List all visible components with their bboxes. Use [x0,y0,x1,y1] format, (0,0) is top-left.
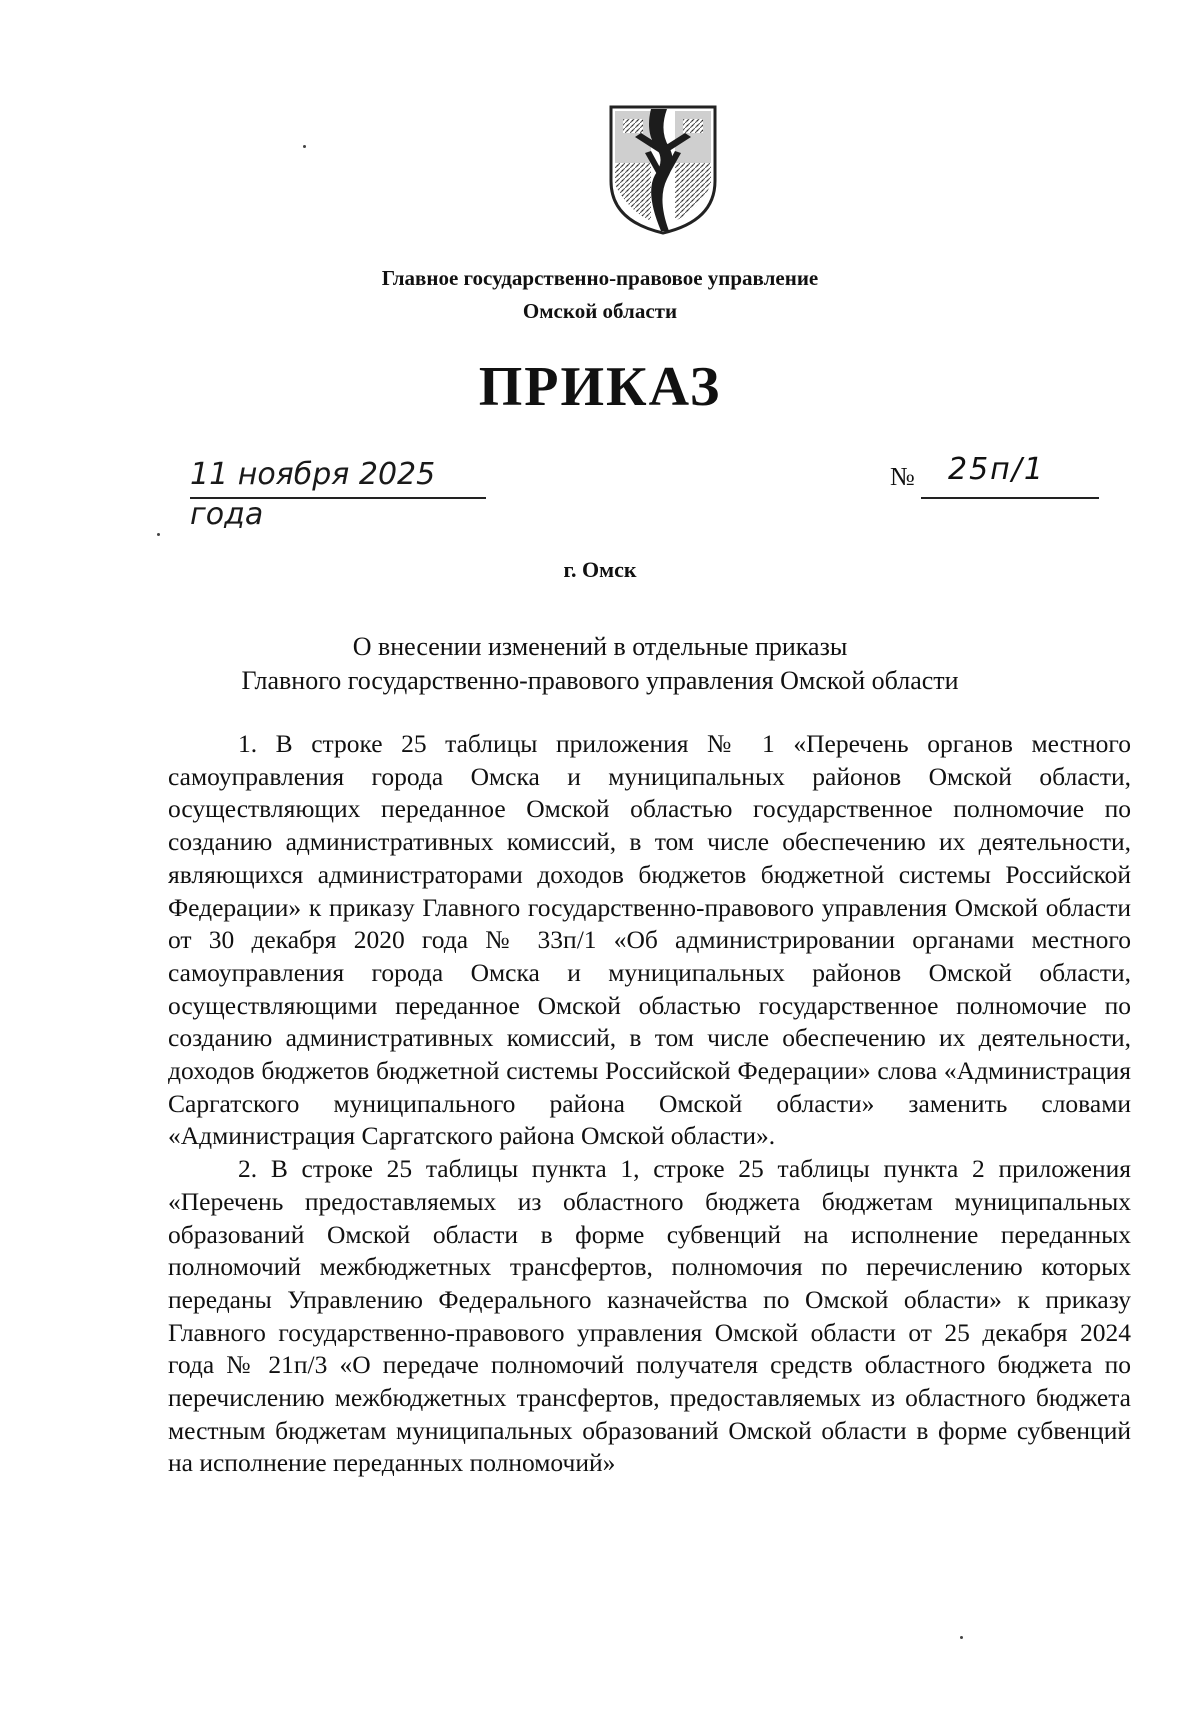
scan-speck [960,1636,963,1639]
document-title [0,630,1200,698]
handwritten-date: 11 ноября 2025 года [190,457,436,532]
scan-speck [303,145,306,148]
handwritten-order-number: 25п/1 [948,452,1045,487]
paragraph-2: 2. В строке 25 таблицы пункта 1, строке 25 таблицы пункта 2 приложения «Перечень предоставляемых из областного бюджета бюджетам муниципальных образований Омской области в форме субвенций на исполнение переданных полномочий межбюджетных трансфертов, полномочия по перечислению которых переданы Управлению Федерального казначейства по Омской области» к приказу Главного государственно-правового управления Омской области от 25 декабря 2024 года № 21п/3 «О передаче полномочий получателя средств областного бюджета по перечислению межбюджетных трансфертов, предоставляемых из областного бюджета местным бюджетам муниципальных образований Омской области в форме субвенций на исполнение переданных полномочий» [168,1154,1131,1478]
document-title-line-2: Главного государственно-правового управления Омской области [241,666,959,695]
coat-of-arms-emblem [605,103,721,237]
number-sign: № [890,462,915,491]
document-body [168,728,1131,1480]
paragraph-1: 1. В строке 25 таблицы приложения № 1 «Перечень органов местного самоуправления города Омска и муниципальных районов Омской области, осуществляющих переданное Омской областью государственное полномочие по созданию административных комиссий, в том числе обеспечению их деятельности, являющихся администраторами доходов бюджетов бюджетной системы Российской Федерации» к приказу Главного государственно-правового управления Омской области от 30 декабря 2020 года № 33п/1 «Об администрировании органами местного самоуправления города Омска и муниципальных районов Омской области, осуществляющими переданное Омской областью государственное полномочие по созданию административных комиссий, в том числе обеспечению их деятельности, доходов бюджетов бюджетной системы Российской Федерации» слова «Администрация Саргатского муниципального района Омской области» заменить словами «Администрация Саргатского района Омской области». [168,729,1131,1151]
city-of-issue: г. Омск [563,557,637,582]
document-type-heading: ПРИКАЗ [478,356,722,418]
date-underline [190,497,486,499]
issuing-authority-region: Омской области [522,299,678,323]
document-title-line-1: О внесении изменений в отдельные приказы [352,632,848,661]
scan-speck [157,533,160,536]
issuing-authority: Главное государственно-правовое управление [381,266,819,290]
number-underline [921,497,1099,499]
